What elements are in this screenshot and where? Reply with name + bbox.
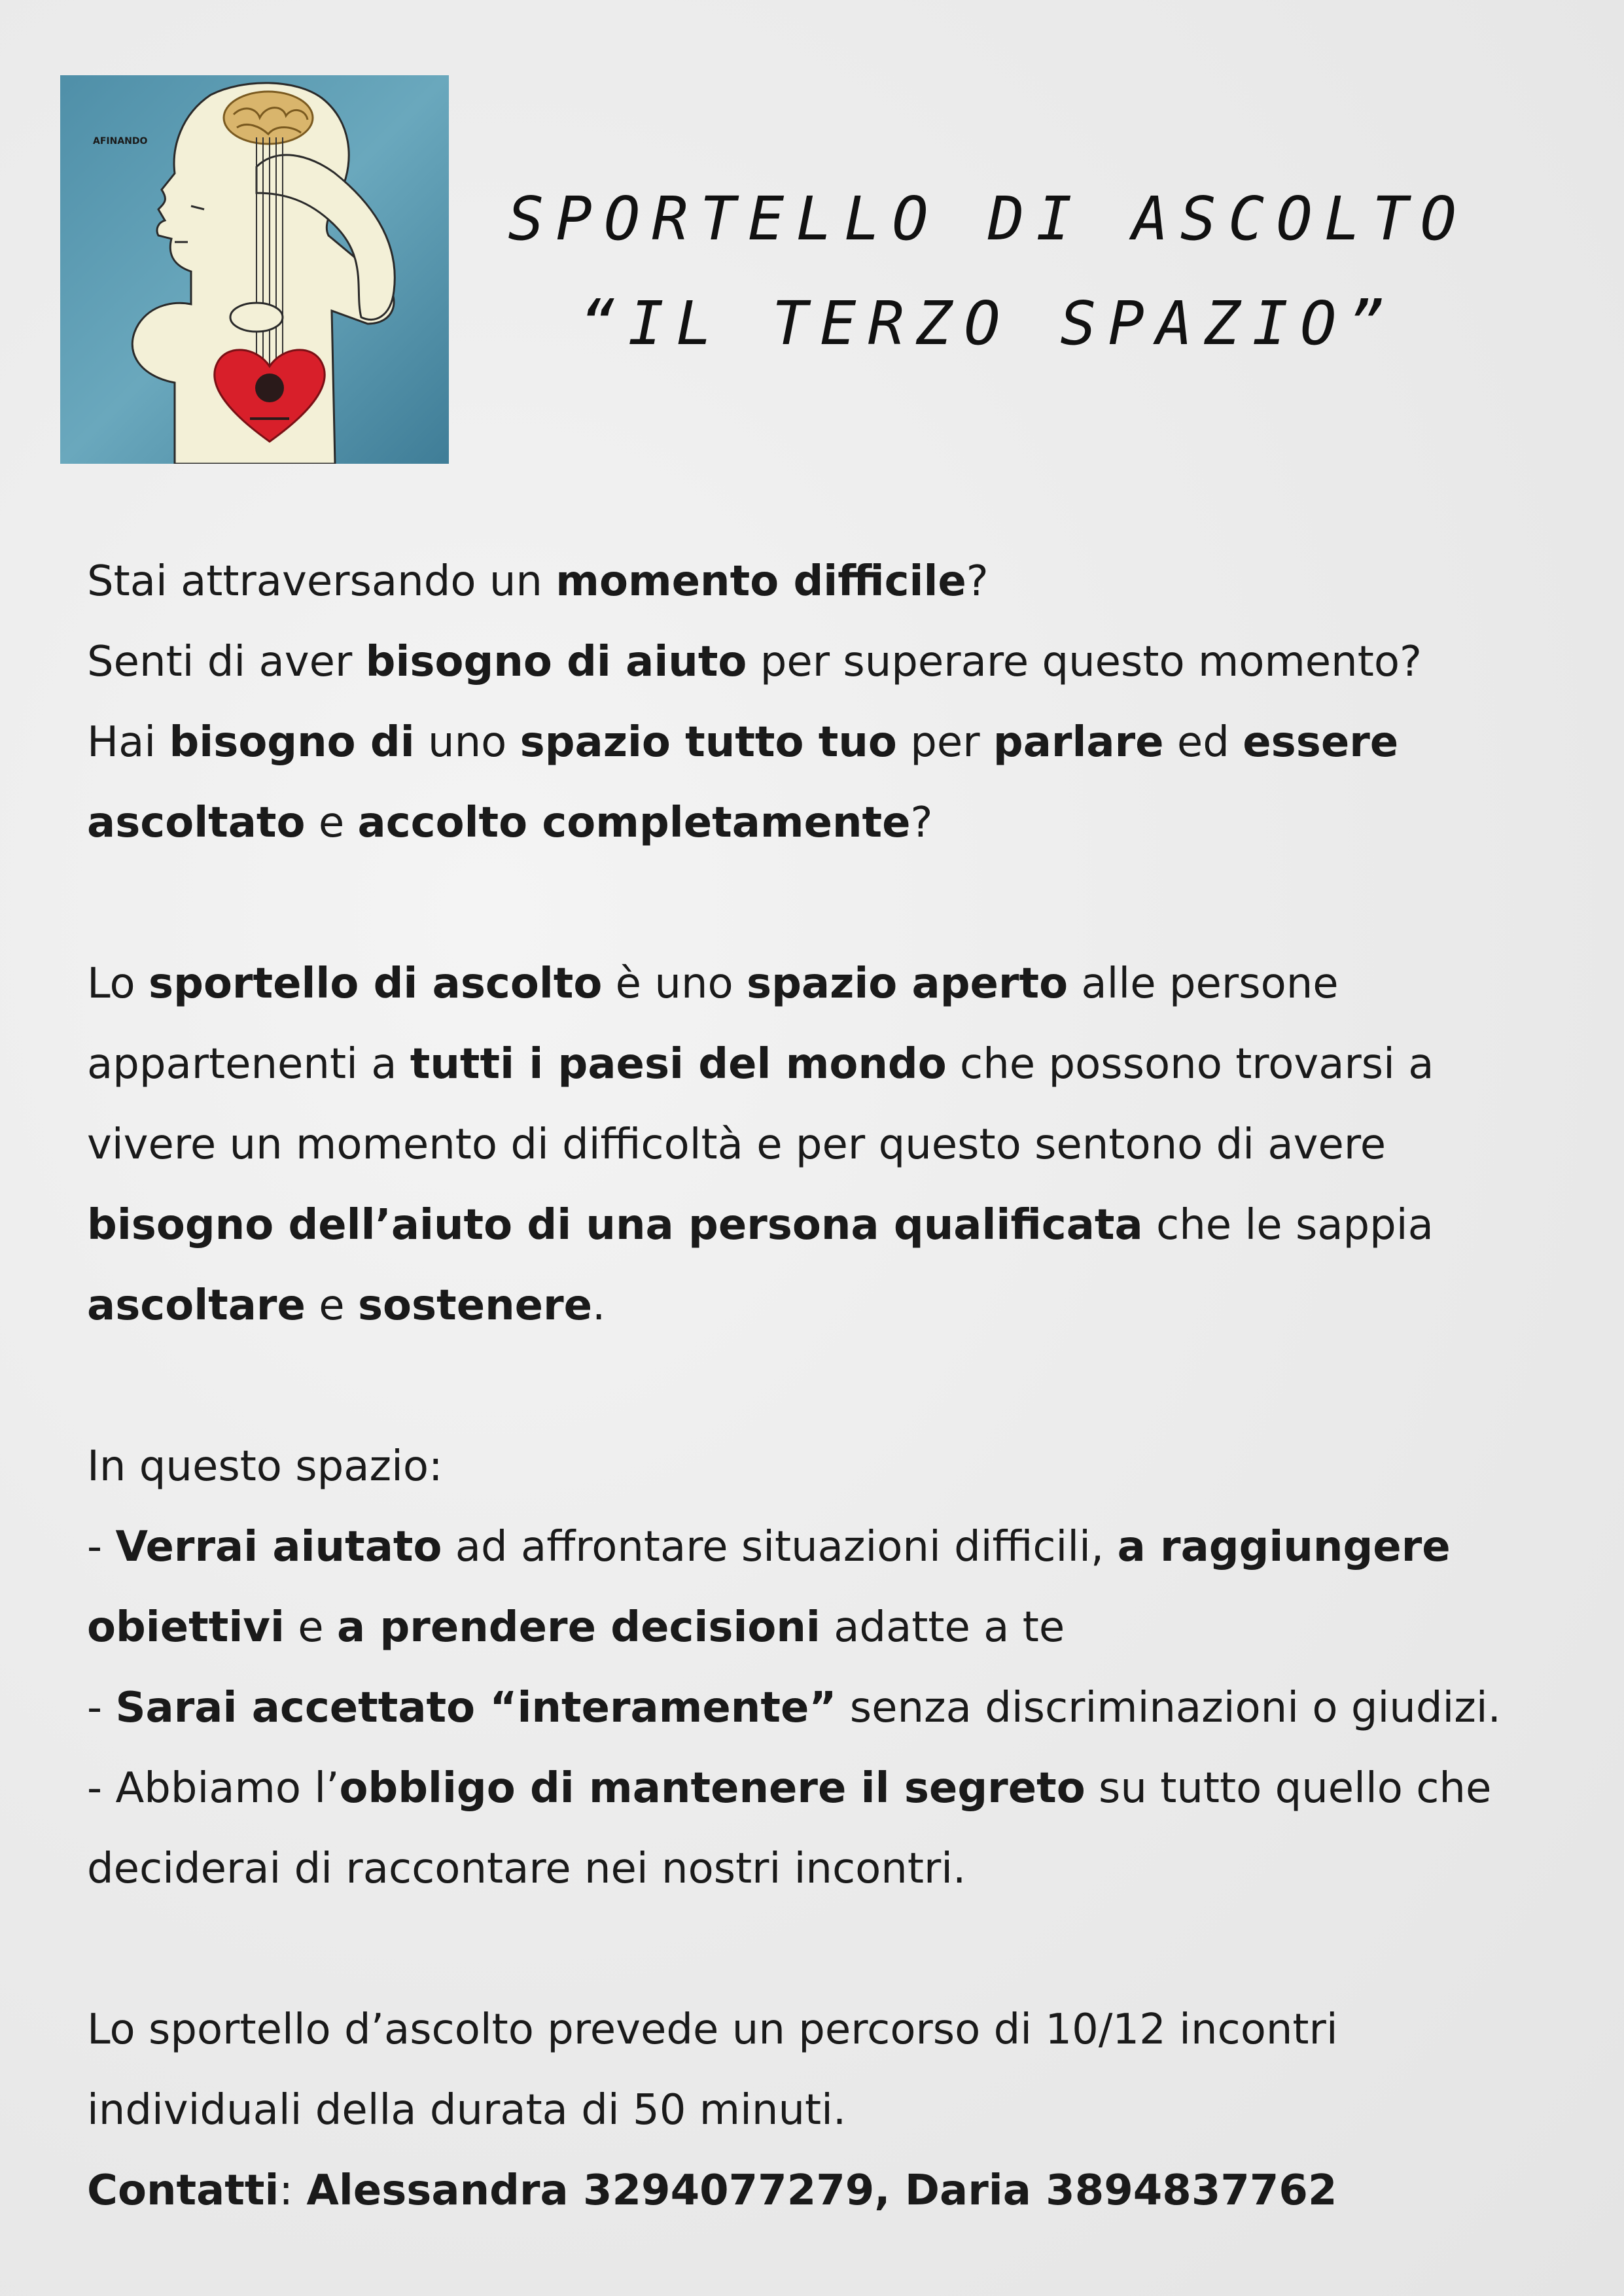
text-run: e bbox=[284, 1603, 337, 1652]
bold-text-run: Sarai accettato “interamente” bbox=[115, 1684, 837, 1732]
text-run: Stai attraversando un bbox=[87, 557, 556, 606]
bold-text-run: Alessandra 3294077279, Daria 3894837762 bbox=[306, 2166, 1337, 2215]
text-run: uno bbox=[414, 718, 520, 767]
text-line bbox=[87, 1185, 1566, 1266]
bold-text-run: parlare bbox=[993, 718, 1164, 767]
text-run: Lo sportello d’ascolto prevede un percorso di 10/12 incontri bbox=[87, 2006, 1338, 2054]
text-line bbox=[87, 1748, 1566, 1829]
paragraph-gap bbox=[87, 1346, 1566, 1427]
text-run: vivere un momento di difficoltà e per questo sentono di avere bbox=[87, 1121, 1386, 1169]
text-line bbox=[87, 703, 1566, 783]
text-line bbox=[87, 1507, 1566, 1588]
text-line bbox=[87, 1668, 1566, 1748]
text-line bbox=[87, 1024, 1566, 1105]
bold-text-run: spazio tutto tuo bbox=[520, 718, 897, 767]
text-run: alle persone bbox=[1068, 960, 1339, 1008]
text-run: individuali della durata di 50 minuti. bbox=[87, 2086, 847, 2134]
bold-text-run: obbligo di mantenere il segreto bbox=[339, 1764, 1086, 1813]
illustration-caption: AFINANDO bbox=[93, 136, 148, 147]
text-run: ? bbox=[966, 557, 989, 606]
title-line-2: “IL TERZO SPAZIO” bbox=[580, 288, 1396, 358]
bold-text-run: ascoltare bbox=[87, 1281, 306, 1330]
bold-text-run: ascoltato bbox=[87, 799, 306, 847]
bold-text-run: sostenere bbox=[357, 1281, 593, 1330]
text-run: . bbox=[592, 1281, 606, 1330]
bold-text-run: accolto completamente bbox=[357, 799, 911, 847]
text-run: adatte a te bbox=[820, 1603, 1065, 1652]
text-run: senza discriminazioni o giudizi. bbox=[836, 1684, 1501, 1732]
text-line bbox=[87, 622, 1566, 703]
text-run: che le sappia bbox=[1142, 1201, 1434, 1249]
text-run: In questo spazio: bbox=[87, 1442, 443, 1491]
paragraph-gap bbox=[87, 863, 1566, 944]
text-run: e bbox=[305, 1281, 358, 1330]
text-line bbox=[87, 1105, 1566, 1185]
text-run: che possono trovarsi a bbox=[946, 1040, 1434, 1088]
bold-text-run: Contatti bbox=[87, 2166, 279, 2215]
bold-text-run: a raggiungere bbox=[1117, 1523, 1451, 1571]
text-run: Lo bbox=[87, 960, 149, 1008]
contacts-line bbox=[87, 2151, 1566, 2231]
text-line bbox=[87, 1266, 1566, 1346]
bold-text-run: momento difficile bbox=[556, 557, 966, 606]
text-run: - Abbiamo l’ bbox=[87, 1764, 340, 1813]
paragraph-gap bbox=[87, 1909, 1566, 1990]
bold-text-run: obiettivi bbox=[87, 1603, 285, 1652]
bold-text-run: spazio aperto bbox=[747, 960, 1068, 1008]
text-run: per bbox=[896, 718, 993, 767]
flyer-title bbox=[497, 167, 1479, 376]
bold-text-run: bisogno di bbox=[169, 718, 415, 767]
text-run: per superare questo momento? bbox=[747, 638, 1422, 686]
text-run: - bbox=[87, 1684, 116, 1732]
text-run: è uno bbox=[602, 960, 747, 1008]
text-line bbox=[87, 1427, 1566, 1507]
flyer-body bbox=[87, 542, 1566, 2231]
text-line bbox=[87, 2070, 1566, 2151]
title-line-1: SPORTELLO DI ASCOLTO bbox=[508, 184, 1468, 254]
text-run: Senti di aver bbox=[87, 638, 366, 686]
bold-text-run: Verrai aiutato bbox=[115, 1523, 442, 1571]
text-run: deciderai di raccontare nei nostri incontri. bbox=[87, 1845, 966, 1893]
text-run: su tutto quello che bbox=[1085, 1764, 1492, 1813]
text-run: : bbox=[279, 2166, 307, 2215]
bold-text-run: essere bbox=[1243, 718, 1399, 767]
text-line bbox=[87, 542, 1566, 622]
text-line bbox=[87, 1829, 1566, 1909]
text-run: ad affrontare situazioni difficili, bbox=[442, 1523, 1118, 1571]
bold-text-run: a prendere decisioni bbox=[336, 1603, 821, 1652]
text-line bbox=[87, 1588, 1566, 1668]
text-line bbox=[87, 783, 1566, 863]
text-line bbox=[87, 944, 1566, 1024]
text-run: Hai bbox=[87, 718, 169, 767]
bold-text-run: sportello di ascolto bbox=[149, 960, 603, 1008]
text-run: - bbox=[87, 1523, 116, 1571]
text-run: ? bbox=[910, 799, 933, 847]
bold-text-run: bisogno di aiuto bbox=[365, 638, 747, 686]
text-run: appartenenti a bbox=[87, 1040, 410, 1088]
text-run: e bbox=[305, 799, 358, 847]
bold-text-run: bisogno dell’aiuto di una persona qualificata bbox=[87, 1201, 1143, 1249]
text-run: ed bbox=[1163, 718, 1243, 767]
bold-text-run: tutti i paesi del mondo bbox=[410, 1040, 947, 1088]
guitar-heart-illustration bbox=[60, 75, 449, 464]
text-line bbox=[87, 1990, 1566, 2070]
